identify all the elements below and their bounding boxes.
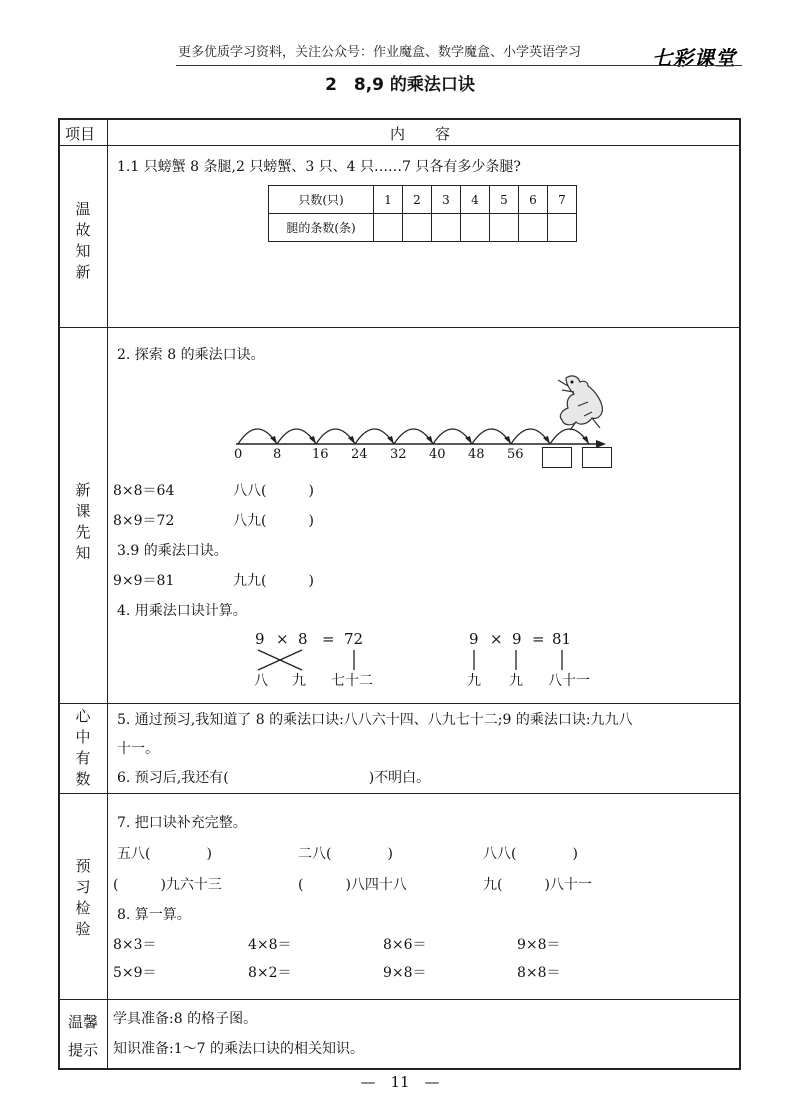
blank-box-64[interactable] [542,447,572,468]
brand-logo: 七彩课堂 [652,46,736,70]
row-label-count: 只数(只) [269,186,374,214]
calc-item[interactable]: 4×8＝ [248,937,292,953]
tick-label: 56 [507,447,524,462]
tick-label: 8 [273,447,282,462]
row-divider-mind [58,793,741,794]
header-divider [176,65,742,66]
blank-box-72[interactable] [582,447,612,468]
calc-left-b: 8 [298,630,308,648]
calc-right-lines [466,648,576,672]
label-tips-line1: 温馨 [67,1013,98,1031]
label-review [60,199,106,283]
jump-arc [355,429,394,444]
label-mind-text [60,706,106,790]
question-6[interactable]: 6. 预习后,我还有( )不明白。 [117,770,431,786]
page-number: — 11 — [360,1073,440,1091]
label-new-text [60,480,106,564]
label-char: 数 [75,770,91,788]
equation-8x9: 8×9＝72 [113,513,175,529]
label-char: 知 [75,242,91,260]
label-char: 预 [75,857,91,875]
calc-item[interactable]: 9×8＝ [383,965,427,981]
label-char: 课 [75,502,91,520]
answer-cell[interactable] [403,214,432,242]
calc-right-la: 九 [467,673,481,689]
rhyme-8x9[interactable]: 八九( ) [233,513,314,529]
calc-left-lines [250,648,370,672]
calc-left-la: 八 [254,673,268,689]
label-review-text [60,199,106,283]
calc-right-b: 9 [512,630,522,648]
jump-arc [472,429,511,444]
label-tips-line2: 提示 [67,1041,98,1059]
jump-arc [433,429,472,444]
answer-cell[interactable] [490,214,519,242]
tick-label: 48 [468,447,485,462]
calc-right-res: 81 [552,630,572,648]
jump-arc [550,429,589,444]
rhyme-blank[interactable]: ( )八四十八 [298,877,407,893]
answer-cell[interactable] [432,214,461,242]
rhyme-blank[interactable]: 九( )八十一 [483,877,592,893]
rhyme-blank[interactable]: 八八( ) [483,846,578,862]
jump-arc [238,429,277,444]
jump-arc [394,429,433,444]
label-char: 检 [75,899,91,917]
calc-left-eq: = [322,630,335,648]
calc-item[interactable]: 8×6＝ [383,937,427,953]
question-5-line1: 5. 通过预习,我知道了 8 的乘法口诀:八八六十四、八九七十二;9 的乘法口诀:九九八 [117,712,633,728]
page-title: 2 8,9 的乘法口诀 [325,75,475,95]
tick-label: 40 [429,447,446,462]
row-divider-review [58,327,741,328]
jump-arc [511,429,550,444]
jump-arc [277,429,316,444]
rhyme-9x9[interactable]: 九九( ) [233,573,314,589]
question-1: 1.1 只螃蟹 8 条腿,2 只螃蟹、3 只、4 只……7 只各有多少条腿? [117,159,521,175]
label-char: 温 [75,200,91,218]
question-7: 7. 把口诀补充完整。 [117,815,247,831]
label-char: 中 [75,728,91,746]
calc-right-op: × [490,630,503,648]
tick-label: 0 [234,447,243,462]
calc-item[interactable]: 8×2＝ [248,965,292,981]
jump-arc [316,429,355,444]
count-cell: 2 [403,186,432,214]
question-5-line2: 十一。 [117,741,159,757]
question-4: 4. 用乘法口诀计算。 [117,603,247,619]
label-check-text [60,856,106,940]
calc-left-op: × [276,630,289,648]
equation-8x8: 8×8＝64 [113,483,175,499]
equation-9x9: 9×9＝81 [113,573,175,589]
tip-tools: 学具准备:8 的格子图。 [113,1011,258,1027]
question-3: 3.9 的乘法口诀。 [117,543,228,559]
calc-right-lres: 八十一 [548,673,590,689]
calc-left-a: 9 [255,630,265,648]
row-divider-header [58,145,741,146]
count-cell: 1 [374,186,403,214]
column-divider [107,118,108,1070]
label-tips [60,1008,106,1064]
label-char: 新 [75,481,91,499]
label-char: 习 [75,878,91,896]
rhyme-8x8[interactable]: 八八( ) [233,483,314,499]
tick-label: 32 [390,447,407,462]
crab-leg-table [268,185,577,242]
header-col-content: 内 容 [390,125,451,143]
count-cell: 7 [548,186,577,214]
tick-label: 24 [351,447,368,462]
calc-left-lb: 九 [292,673,306,689]
calc-right-a: 9 [469,630,479,648]
label-char: 先 [75,523,91,541]
rhyme-blank[interactable]: 五八( ) [117,846,212,862]
row-label-legs: 腿的条数(条) [269,214,374,242]
answer-cell[interactable] [519,214,548,242]
calc-item[interactable]: 9×8＝ [517,937,561,953]
label-char: 有 [75,749,91,767]
promo-text: 更多优质学习资料，关注公众号：作业魔盒、数学魔盒、小学英语学习 [178,45,582,60]
row-divider-new [58,703,741,704]
number-line-jumps [238,429,589,444]
calc-right-eq: = [532,630,545,648]
question-2: 2. 探索 8 的乘法口诀。 [117,347,265,363]
label-char: 知 [75,544,91,562]
calc-item[interactable]: 8×8＝ [517,965,561,981]
label-char: 心 [75,707,91,725]
label-mind [60,706,106,790]
calc-left-lres: 七十二 [331,673,373,689]
content-table [58,118,741,1070]
header-col-item: 项目 [65,125,96,143]
answer-cell[interactable] [374,214,403,242]
answer-cell[interactable] [461,214,490,242]
row-divider-check [58,999,741,1000]
label-char: 故 [75,221,91,239]
rhyme-blank[interactable]: 二八( ) [298,846,393,862]
tick-label: 16 [312,447,329,462]
label-check [60,856,106,940]
answer-cell[interactable] [548,214,577,242]
label-char: 验 [75,920,91,938]
question-8: 8. 算一算。 [117,907,191,923]
rhyme-blank[interactable]: ( )九六十三 [113,877,222,893]
tip-knowledge: 知识准备:1～7 的乘法口诀的相关知识。 [113,1041,364,1057]
calc-item[interactable]: 5×9＝ [113,965,157,981]
count-cell: 5 [490,186,519,214]
count-cell: 3 [432,186,461,214]
calc-right-lb: 九 [509,673,523,689]
count-cell: 6 [519,186,548,214]
label-char: 新 [75,263,91,281]
calc-left-res: 72 [344,630,364,648]
calc-item[interactable]: 8×3＝ [113,937,157,953]
count-cell: 4 [461,186,490,214]
label-new [60,480,106,564]
